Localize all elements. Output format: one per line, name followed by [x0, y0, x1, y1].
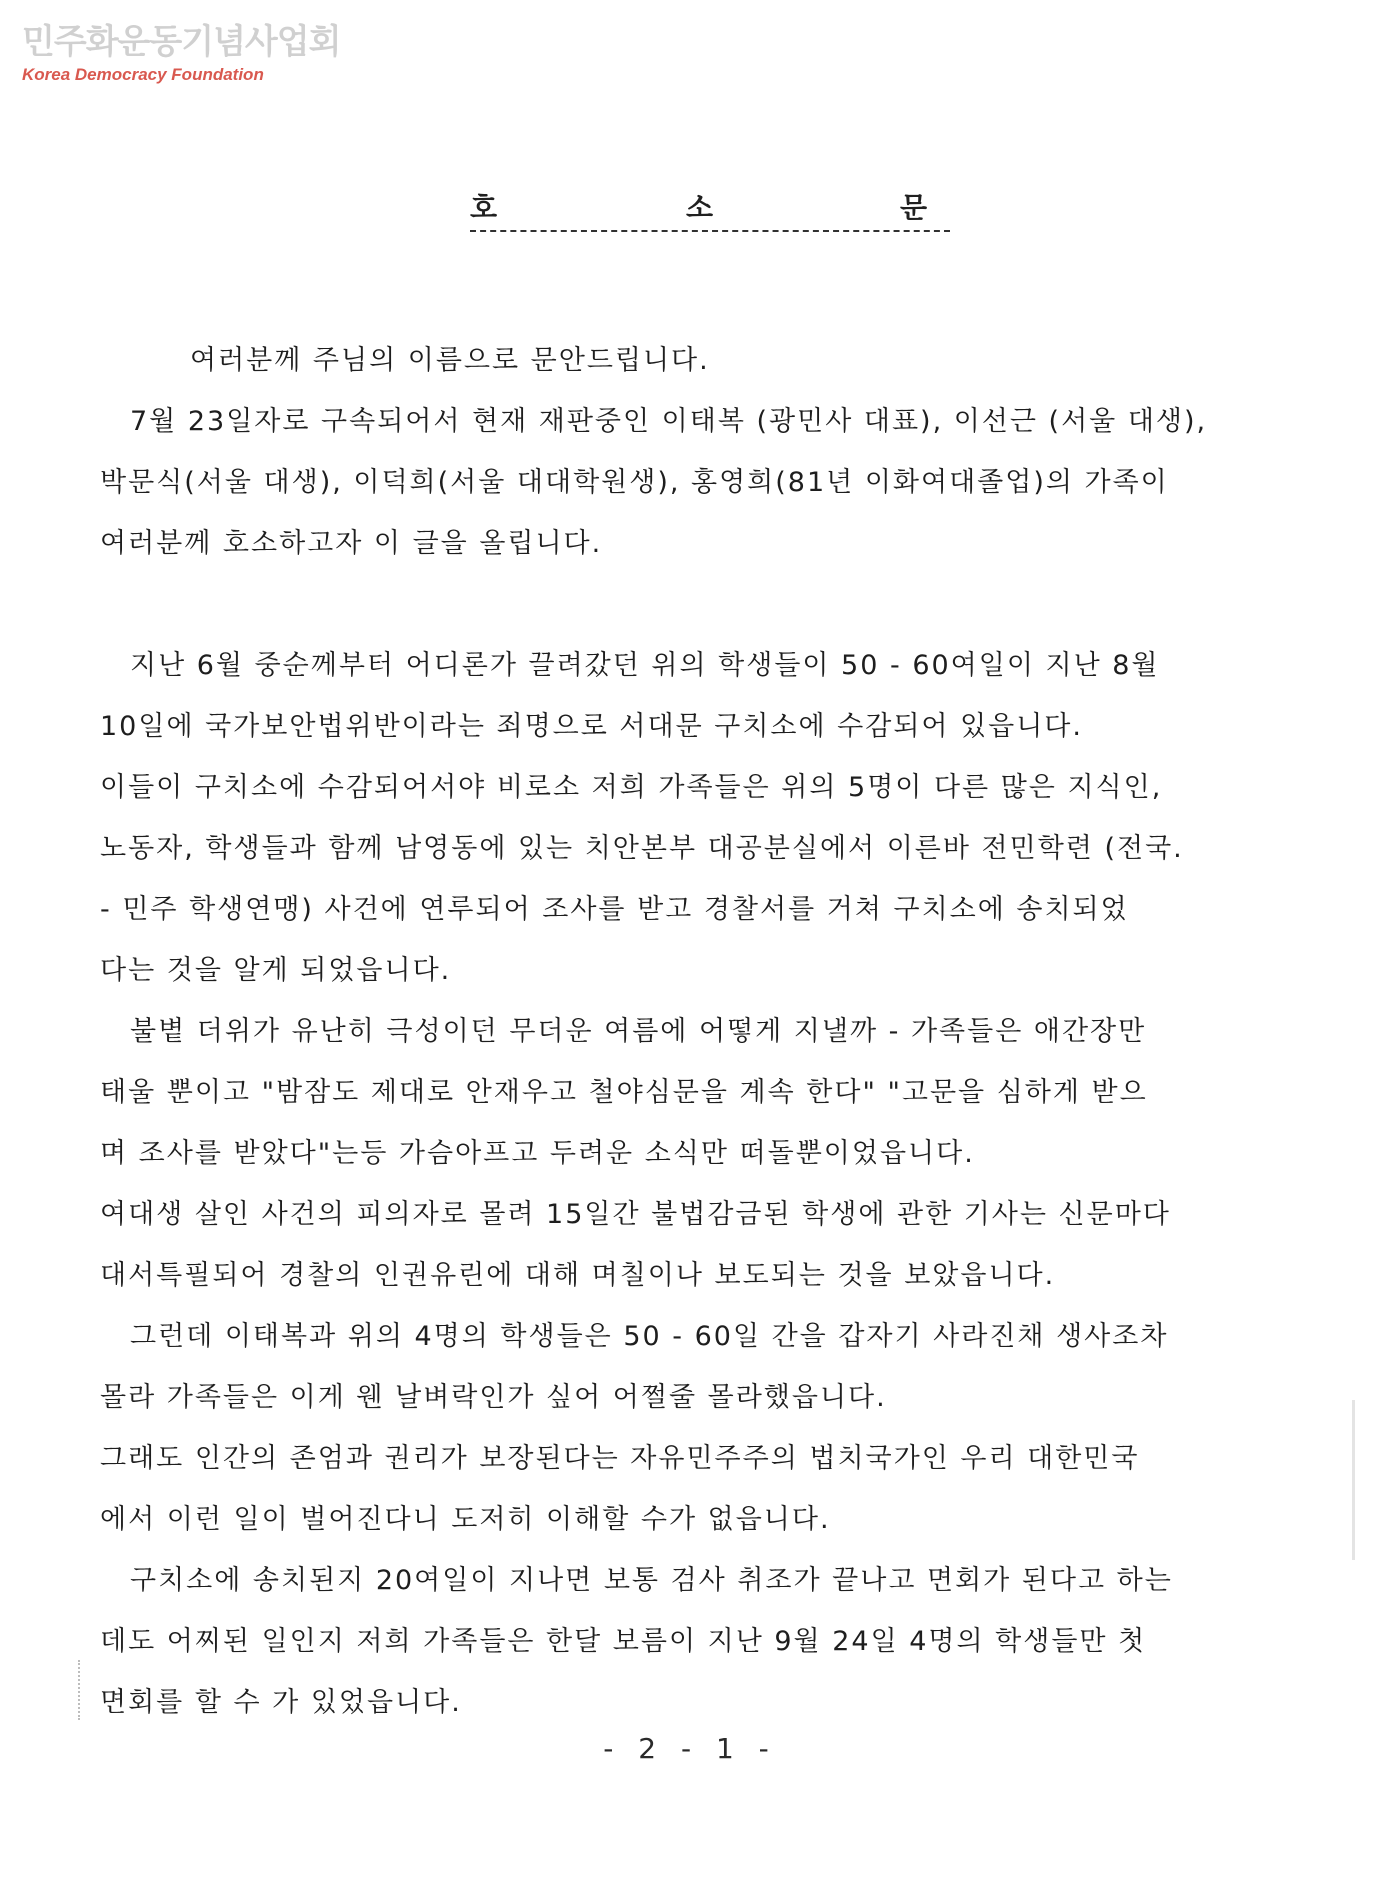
document-title	[470, 186, 950, 236]
paragraph-line: 데도 어찌된 일인지 저희 가족들은 한달 보름이 지난 9월 24일 4명의 학생들만 첫	[100, 1626, 1147, 1657]
paragraph-line: 이들이 구치소에 수감되어서야 비로소 저희 가족들은 위의 5명이 다른 많은 지식인,	[100, 772, 1163, 803]
watermark-english-text: Korea Democracy Foundation	[22, 65, 264, 84]
paragraph-line: 지난 6월 중순께부터 어디론가 끌려갔던 위의 학생들이 50 - 60여일이 지난 8월	[130, 650, 1160, 681]
paragraph-line: 태울 뿐이고 "밤잠도 제대로 안재우고 철야심문을 계속 한다" "고문을 심하게 받으	[100, 1077, 1148, 1108]
paragraph-line: 여대생 살인 사건의 피의자로 몰려 15일간 불법감금된 학생에 관한 기사는 신문마다	[100, 1199, 1171, 1230]
paragraph-line: 구치소에 송치된지 20여일이 지나면 보통 검사 취조가 끝나고 면회가 된다고 하는	[130, 1565, 1173, 1596]
title-underline	[470, 230, 950, 232]
title-char-2: 소	[686, 191, 714, 224]
page-number: - 2 - 1 -	[603, 1732, 777, 1765]
paragraph-line: 그래도 인간의 존엄과 권리가 보장된다는 자유민주주의 법치국가인 우리 대한민국	[100, 1443, 1140, 1474]
paragraph-line: 몰라 가족들은 이게 웬 날벼락인가 싶어 어쩔줄 몰라했읍니다.	[100, 1382, 887, 1413]
paragraph-line: 며 조사를 받았다"는등 가슴아프고 두려운 소식만 떠돌뿐이었읍니다.	[100, 1138, 975, 1169]
paragraph-line: 노동자, 학생들과 함께 남영동에 있는 치안본부 대공분실에서 이른바 전민학련 (전국.	[100, 833, 1184, 864]
watermark-logo	[22, 22, 342, 86]
paragraph-line: 에서 이런 일이 벌어진다니 도저히 이해할 수가 없읍니다.	[100, 1504, 831, 1535]
paragraph-line: - 민주 학생연맹) 사건에 연루되어 조사를 받고 경찰서를 거쳐 구치소에 송치되었	[100, 894, 1129, 925]
paragraph-line: 대서특필되어 경찰의 인권유린에 대해 며칠이나 보도되는 것을 보았읍니다.	[100, 1260, 1056, 1291]
paragraph-line: 불볕 더위가 유난히 극성이던 무더운 여름에 어떻게 지낼까 - 가족들은 애간장만	[130, 1016, 1147, 1047]
title-char-1: 호	[470, 191, 498, 224]
paragraph-line: 면회를 할 수 가 있었읍니다.	[100, 1687, 462, 1718]
paragraph-line: 그런데 이태복과 위의 4명의 학생들은 50 - 60일 간을 갑자기 사라진채 생사조차	[130, 1321, 1169, 1352]
paragraph-line: 여러분께 호소하고자 이 글을 올립니다.	[100, 528, 603, 559]
watermark-korean-text: 민주화운동기념사업회	[22, 22, 341, 62]
paragraph-line: 10일에 국가보안법위반이라는 죄명으로 서대문 구치소에 수감되어 있읍니다.	[100, 711, 1083, 742]
paragraph-line: 7월 23일자로 구속되어서 현재 재판중인 이태복 (광민사 대표), 이선근 (서울 대생),	[130, 406, 1208, 437]
greeting-line: 여러분께 주님의 이름으로 문안드립니다.	[190, 345, 710, 376]
paragraph-gap	[100, 574, 1320, 635]
paragraph-line: 다는 것을 알게 되었읍니다.	[100, 955, 452, 986]
paragraph-line: 박문식(서울 대생), 이덕희(서울 대대학원생), 홍영희(81년 이화여대졸업)의 가족이	[100, 467, 1169, 498]
scan-edge-mark	[1352, 1400, 1355, 1560]
title-char-3: 문	[900, 191, 928, 224]
scan-margin-dots	[78, 1660, 82, 1720]
letter-body	[100, 330, 1320, 1733]
